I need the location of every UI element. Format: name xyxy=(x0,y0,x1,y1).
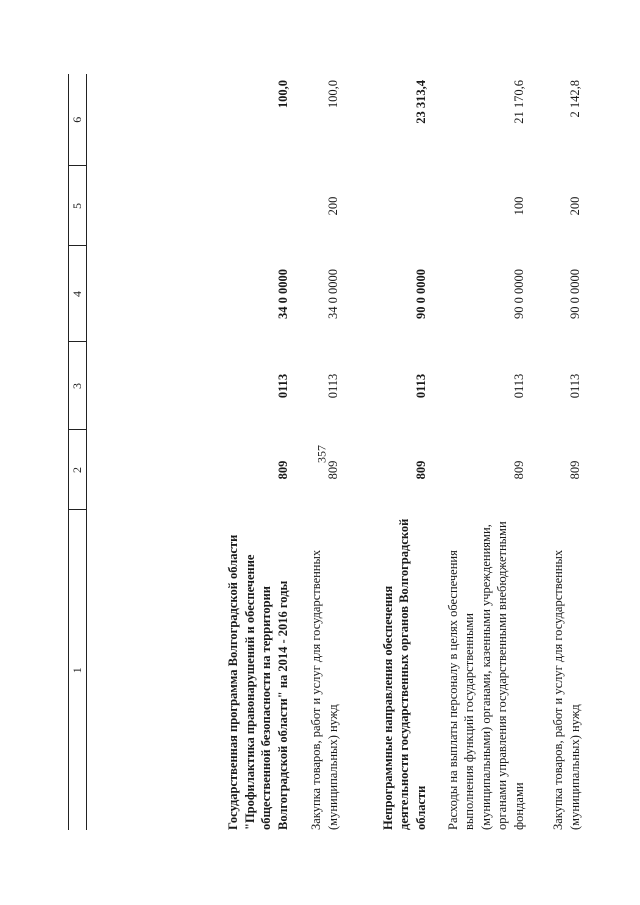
row-col2: 809 xyxy=(325,460,340,480)
table-row xyxy=(429,74,527,830)
row-col3: 0113 xyxy=(511,373,526,399)
row-name: Государственная программа Волгоградской области "Профилактика правонарушений и обеспечение общественной безопасности на территории Волгоградской области" на 2014 - 2016 годы xyxy=(226,534,290,830)
row-col6: 21 170,6 xyxy=(511,80,526,124)
row-col4: 34 0 0000 xyxy=(325,269,340,319)
row-col2: 809 xyxy=(511,460,526,480)
row-col6: 23 313,4 xyxy=(413,80,428,124)
header-col-5: 5 xyxy=(69,166,87,246)
row-col5: 100 xyxy=(511,196,526,216)
row-col2: 809 xyxy=(275,460,290,480)
row-name: Непрограммные направления обеспечения деятельности государственных органов Волгоградской области xyxy=(380,518,428,830)
row-col4: 90 0 0000 xyxy=(511,269,526,319)
row-col4: 34 0 0000 xyxy=(275,269,290,319)
row-col5 xyxy=(87,166,292,246)
header-row xyxy=(69,74,87,830)
row-col3: 0113 xyxy=(275,373,290,399)
header-col-2: 2 xyxy=(69,430,87,510)
table-header xyxy=(69,74,87,830)
header-col-6: 6 xyxy=(69,74,87,166)
table-row xyxy=(87,74,292,830)
row-col4: 90 0 0000 xyxy=(413,269,428,319)
row-col5 xyxy=(341,166,429,246)
row-col4: 90 0 0000 xyxy=(567,269,582,319)
row-name: Закупка товаров, работ и услуг для государственных (муниципальных) нужд xyxy=(551,549,582,830)
row-col3: 0113 xyxy=(567,373,582,399)
row-col3: 0113 xyxy=(325,373,340,399)
rotated-sheet xyxy=(68,74,588,830)
table-row xyxy=(291,74,341,830)
row-col6: 100,0 xyxy=(325,80,340,109)
row-col3: 0113 xyxy=(413,373,428,399)
row-col2: 809 xyxy=(567,460,582,480)
row-name: Расходы на выплаты персоналу в целях обеспечения выполнения функций государственными (муниципальными) органами, казенными учреждениями, органами управления государственными внебюджетными фондами xyxy=(445,521,526,830)
budget-table xyxy=(68,74,583,830)
table-row xyxy=(527,74,583,830)
row-col6: 2 142,8 xyxy=(567,80,582,118)
row-col2: 809 xyxy=(413,460,428,480)
page-number: 357 xyxy=(314,445,329,463)
header-col-1: 1 xyxy=(69,510,87,830)
row-col5: 200 xyxy=(325,196,340,216)
table-row xyxy=(341,74,429,830)
row-col6: 100,0 xyxy=(275,80,290,109)
row-col5: 200 xyxy=(567,196,582,216)
header-col-3: 3 xyxy=(69,342,87,430)
header-col-4: 4 xyxy=(69,246,87,342)
table-body xyxy=(87,74,584,830)
row-name: Закупка товаров, работ и услуг для государственных (муниципальных) нужд xyxy=(309,549,340,830)
